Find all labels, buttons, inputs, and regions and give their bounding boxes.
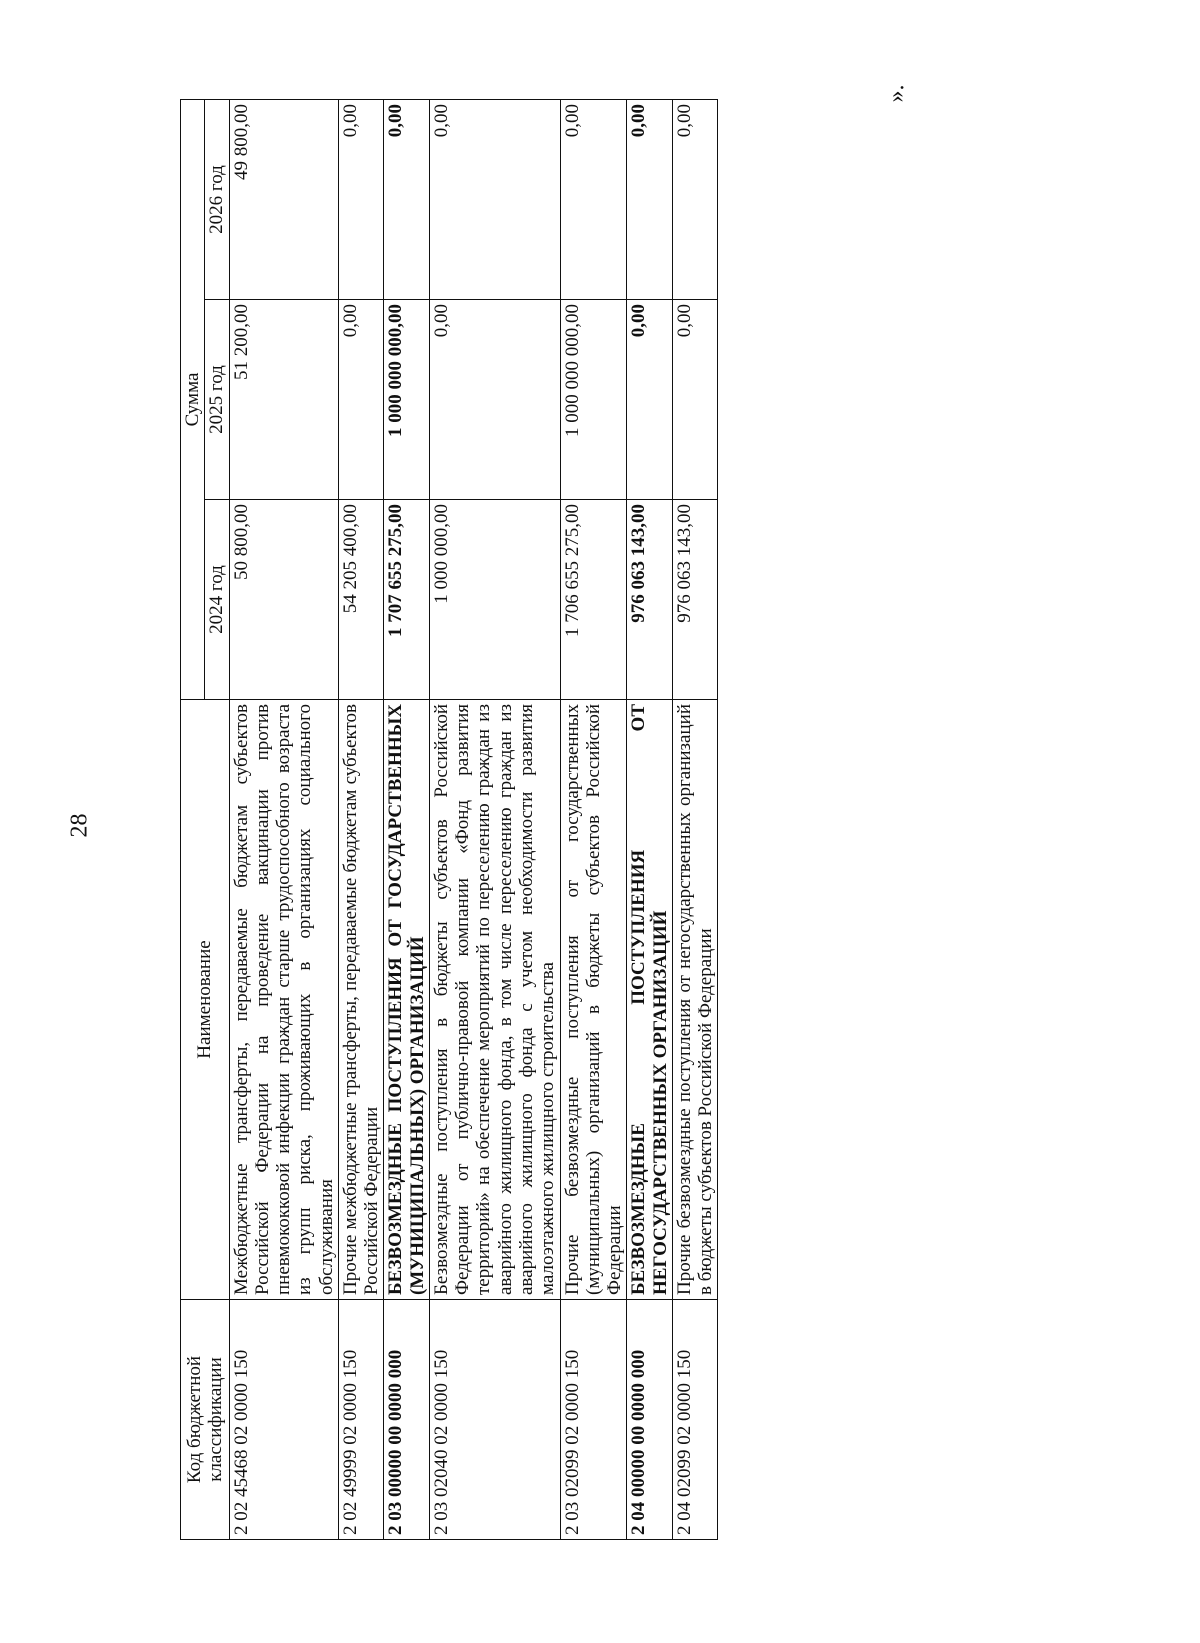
row-value-2025: 51 200,00 xyxy=(229,300,338,500)
row-value-2025: 1 000 000 000,00 xyxy=(384,300,430,500)
row-value-2026: 0,00 xyxy=(384,100,430,300)
closing-quote-mark: ». xyxy=(883,84,910,103)
budget-revenue-table xyxy=(180,99,718,1540)
table-row xyxy=(229,100,338,1540)
row-value-2025: 0,00 xyxy=(627,300,673,500)
row-name: Прочие безвозмездные поступления от негосударственных организаций в бюджеты субъектов Российской Федерации xyxy=(672,700,718,1300)
table-row xyxy=(429,100,560,1540)
row-value-2025: 1 000 000 000,00 xyxy=(560,300,627,500)
table-row xyxy=(338,100,384,1540)
row-value-2026: 0,00 xyxy=(627,100,673,300)
row-value-2024: 1 000 000,00 xyxy=(429,500,560,700)
table-row xyxy=(672,100,718,1540)
row-name: БЕЗВОЗМЕЗДНЫЕ ПОСТУПЛЕНИЯ ОТ ГОСУДАРСТВЕННЫХ (МУНИЦИПАЛЬНЫХ) ОРГАНИЗАЦИЙ xyxy=(384,700,430,1300)
row-code: 2 03 02040 02 0000 150 xyxy=(429,1300,560,1540)
row-value-2024: 1 706 655 275,00 xyxy=(560,500,627,700)
page-number: 28 xyxy=(66,813,93,838)
header-year-2025: 2025 год xyxy=(205,300,229,500)
row-code: 2 02 49999 02 0000 150 xyxy=(338,1300,384,1540)
row-value-2026: 0,00 xyxy=(429,100,560,300)
row-value-2024: 976 063 143,00 xyxy=(672,500,718,700)
row-name: Безвозмездные поступления в бюджеты субъектов Российской Федерации от публично-правовой компании «Фонд развития территорий» на обеспечение мероприятий по переселению граждан из аварийного жилищного фонда, в том числе переселению граждан из аварийного жилищного фонда с учетом необходимости развития малоэтажного жилищного строительства xyxy=(429,700,560,1300)
row-name: Межбюджетные трансферты, передаваемые бюджетам субъектов Российской Федерации на проведение вакцинации против пневмококковой инфекции граждан старше трудоспособного возраста из групп риска, проживающих в организациях социального обслуживания xyxy=(229,700,338,1300)
row-value-2024: 50 800,00 xyxy=(229,500,338,700)
row-name: БЕЗВОЗМЕЗДНЫЕ ПОСТУПЛЕНИЯ ОТ НЕГОСУДАРСТВЕННЫХ ОРГАНИЗАЦИЙ xyxy=(627,700,673,1300)
header-sum: Сумма xyxy=(181,100,205,700)
header-code: Код бюджетной классификации xyxy=(181,1300,230,1540)
row-code: 2 03 00000 00 0000 000 xyxy=(384,1300,430,1540)
row-value-2026: 0,00 xyxy=(338,100,384,300)
row-value-2025: 0,00 xyxy=(672,300,718,500)
rotated-table-container xyxy=(180,100,718,1540)
row-value-2024: 54 205 400,00 xyxy=(338,500,384,700)
row-code: 2 04 00000 00 0000 000 xyxy=(627,1300,673,1540)
row-value-2026: 0,00 xyxy=(672,100,718,300)
row-code: 2 03 02099 02 0000 150 xyxy=(560,1300,627,1540)
table-row xyxy=(627,100,673,1540)
row-value-2026: 49 800,00 xyxy=(229,100,338,300)
table-row xyxy=(384,100,430,1540)
table-header-row xyxy=(181,100,205,1540)
header-name: Наименование xyxy=(181,700,230,1300)
row-name: Прочие безвозмездные поступления от государственных (муниципальных) организаций в бюджеты субъектов Российской Федерации xyxy=(560,700,627,1300)
header-year-2026: 2026 год xyxy=(205,100,229,300)
row-code: 2 02 45468 02 0000 150 xyxy=(229,1300,338,1540)
row-value-2024: 1 707 655 275,00 xyxy=(384,500,430,700)
row-value-2025: 0,00 xyxy=(429,300,560,500)
header-year-2024: 2024 год xyxy=(205,500,229,700)
row-name: Прочие межбюджетные трансферты, передаваемые бюджетам субъектов Российской Федерации xyxy=(338,700,384,1300)
table-row xyxy=(560,100,627,1540)
table-body xyxy=(229,100,718,1540)
row-value-2024: 976 063 143,00 xyxy=(627,500,673,700)
row-value-2025: 0,00 xyxy=(338,300,384,500)
row-code: 2 04 02099 02 0000 150 xyxy=(672,1300,718,1540)
row-value-2026: 0,00 xyxy=(560,100,627,300)
